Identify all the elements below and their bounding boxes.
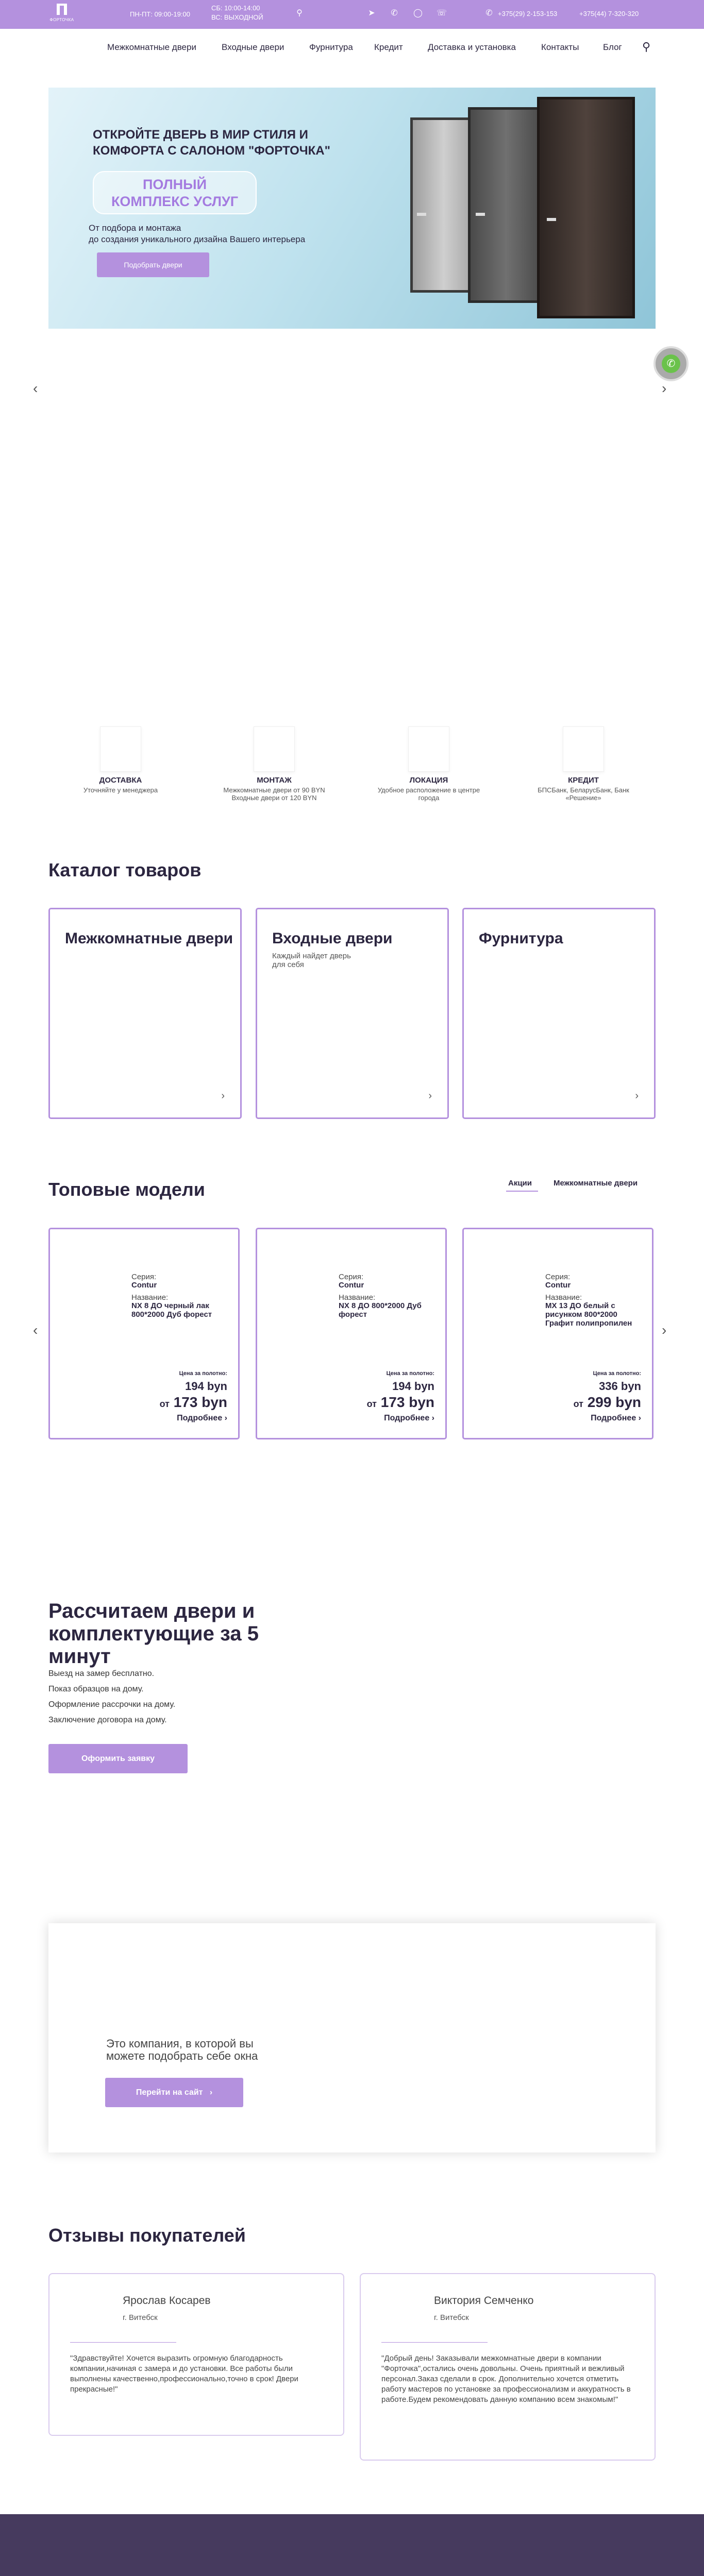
feature-title: ДОСТАВКА: [99, 776, 142, 785]
reviewer-city: г. Витебск: [434, 2313, 469, 2322]
reviewer-name: Виктория Семченко: [434, 2295, 534, 2307]
phone-icon: ✆: [485, 9, 493, 18]
whatsapp-float-icon: ✆: [662, 354, 680, 373]
top-bar: [0, 0, 704, 29]
nav-interior-doors[interactable]: Межкомнатные двери: [107, 42, 196, 52]
more-label: Подробнее: [384, 1414, 430, 1422]
chevron-right-icon: ›: [221, 1090, 225, 1101]
series-label: Серия:: [131, 1273, 157, 1281]
hero-choose-doors-button[interactable]: Подобрать двери: [97, 252, 209, 277]
hero-subtitle: [89, 223, 377, 245]
series-label: Серия:: [545, 1273, 571, 1281]
review-text: "Здравствуйте! Хочется выразить огромную благодарность компании,начиная с замера и до установки. Все работы были выполнены качественно,профессионально,точно в срок! Двери прекрасные!": [70, 2354, 298, 2394]
partner-promo-card: [48, 1923, 656, 2153]
catalog-card-title: Входные двери: [272, 930, 393, 947]
product-card[interactable]: [48, 1228, 240, 1439]
hero-badge-line2: КОМПЛЕКС УСЛУГ: [111, 194, 239, 209]
feature-text: БПСБанк, БеларусБанк, Банк «Решение»: [538, 786, 629, 802]
telegram-icon[interactable]: ➤: [368, 9, 375, 18]
review-card: [360, 2273, 656, 2461]
feature-text: Межкомнатные двери от 90 BYN Входные двери от 120 BYN: [223, 786, 325, 802]
instagram-icon[interactable]: ◯: [413, 9, 423, 18]
price-from-prefix: от: [159, 1399, 170, 1409]
chevron-right-icon: ›: [635, 1090, 639, 1101]
price-label: Цена за полотно:: [593, 1370, 641, 1377]
catalog-card-title: Фурнитура: [479, 930, 563, 947]
chevron-right-icon: ›: [209, 2088, 213, 2097]
nav-delivery[interactable]: Доставка и установка: [428, 42, 516, 52]
logo-text: ФОРТОЧКА: [49, 18, 74, 22]
price-from-prefix: от: [573, 1399, 583, 1409]
product-price-from: [574, 1394, 641, 1411]
credit-icon: [563, 726, 604, 772]
product-price-from: [367, 1394, 434, 1411]
name-label: Название:: [545, 1293, 582, 1302]
site-logo[interactable]: [48, 4, 75, 25]
feature-text: Уточняйте у менеджера: [83, 786, 158, 794]
installation-icon: [254, 726, 295, 772]
more-label: Подробнее: [177, 1414, 223, 1422]
series-value: Contur: [545, 1281, 571, 1290]
hero-next-arrow-icon[interactable]: ›: [662, 380, 667, 396]
feature-text: Удобное расположение в центре города: [377, 786, 480, 802]
phone-2[interactable]: +375(44) 7-320-320: [579, 10, 639, 18]
phone-1[interactable]: +375(29) 2-153-153: [498, 10, 558, 18]
viber-icon[interactable]: ✆: [391, 9, 398, 18]
chevron-right-icon: ›: [638, 1414, 641, 1422]
door-image-brown: [537, 97, 635, 318]
feature-title: КРЕДИТ: [568, 776, 599, 785]
go-to-site-label: Перейти на сайт: [136, 2088, 203, 2097]
review-divider: [70, 2342, 176, 2343]
tab-interior-doors[interactable]: Межкомнатные двери: [554, 1179, 638, 1188]
series-value: Contur: [339, 1281, 364, 1290]
price-label: Цена за полотно:: [386, 1370, 434, 1377]
nav-search-icon[interactable]: ⚲: [642, 40, 651, 53]
feature-installation: [223, 726, 326, 802]
more-link[interactable]: [177, 1414, 227, 1423]
calc-item: Показ образцов на дому.: [48, 1685, 144, 1693]
feature-title: МОНТАЖ: [257, 776, 292, 785]
calc-item: Заключение договора на дому.: [48, 1716, 167, 1724]
schedule-sunday: ВС: ВЫХОДНОЙ: [211, 13, 263, 21]
catalog-card-desc: Каждый найдет дверь для себя: [272, 952, 351, 969]
product-card[interactable]: [256, 1228, 447, 1439]
hero-prev-arrow-icon[interactable]: ‹: [33, 380, 38, 396]
feature-location: [377, 726, 480, 802]
more-label: Подробнее: [591, 1414, 636, 1422]
review-divider: [381, 2342, 488, 2343]
search-icon[interactable]: ⚲: [296, 9, 303, 18]
nav-contacts[interactable]: Контакты: [541, 42, 579, 52]
go-to-site-button[interactable]: [105, 2078, 243, 2107]
series-label: Серия:: [339, 1273, 364, 1281]
reviewer-name: Ярослав Косарев: [123, 2295, 211, 2307]
more-link[interactable]: [384, 1414, 434, 1423]
calc-item: Выезд на замер бесплатно.: [48, 1669, 155, 1678]
product-card[interactable]: [462, 1228, 653, 1439]
catalog-card-entrance[interactable]: [256, 908, 449, 1119]
logo-mark-icon: [57, 4, 67, 15]
nav-entrance-doors[interactable]: Входные двери: [222, 42, 284, 52]
feature-title: ЛОКАЦИЯ: [409, 776, 448, 785]
schedule-saturday: СБ: 10:00-14:00: [211, 4, 260, 12]
models-prev-arrow-icon[interactable]: ‹: [33, 1322, 38, 1338]
tab-promotions[interactable]: Акции: [508, 1179, 532, 1188]
calc-item: Оформление рассрочки на дому.: [48, 1700, 176, 1709]
price-from-value: 173 byn: [173, 1394, 227, 1410]
delivery-icon: [100, 726, 141, 772]
chevron-right-icon: ›: [224, 1414, 227, 1422]
product-name: MX 13 ДО белый с рисунком 800*2000 Графит полипропилен: [545, 1301, 632, 1328]
hero-banner: [48, 88, 656, 329]
feature-delivery: [69, 726, 172, 794]
catalog-title: Каталог товаров: [48, 859, 202, 880]
nav-credit[interactable]: Кредит: [374, 42, 403, 52]
product-price-from: [160, 1394, 227, 1411]
price-from-value: 299 byn: [587, 1394, 641, 1410]
chevron-right-icon: ›: [428, 1090, 432, 1101]
hero-subtitle-line1: От подбора и монтажа: [89, 223, 181, 233]
door-image-dark: [468, 107, 544, 303]
reviews-title: Отзывы покупателей: [48, 2225, 246, 2246]
catalog-card-interior[interactable]: [48, 908, 242, 1119]
review-text: "Добрый день! Заказывали межкомнатные двери в компании "Форточка",остались очень довольны. Очень приятный и вежливый персонал.Заказ сделали в срок. Дополнительно хочется отметить работу мастеров по установке за профессионализм и аккуратность в работе.Будем рекомендовать данную компанию всем знакомым!": [381, 2354, 631, 2404]
hero-title: ОТКРОЙТЕ ДВЕРЬ В МИР СТИЛЯ И КОМФОРТА С САЛОНОМ "ФОРТОЧКА": [93, 128, 331, 158]
whatsapp-icon[interactable]: ☏: [436, 9, 447, 18]
top-models-title: Топовые модели: [48, 1179, 205, 1200]
catalog-card-hardware[interactable]: [462, 908, 656, 1119]
calc-title: Рассчитаем двери и комплектующие за 5 минут: [48, 1600, 259, 1668]
reviewer-city: г. Витебск: [123, 2313, 158, 2322]
price-from-prefix: от: [366, 1399, 377, 1409]
nav-blog[interactable]: Блог: [603, 42, 622, 52]
location-icon: [408, 726, 449, 772]
whatsapp-float-button[interactable]: [653, 346, 689, 381]
product-name: NX 8 ДО черный лак 800*2000 Дуб форест: [131, 1301, 212, 1319]
hero-badge-line1: ПОЛНЫЙ: [142, 177, 207, 192]
series-value: Contur: [131, 1281, 157, 1290]
price-label: Цена за полотно:: [179, 1370, 227, 1377]
name-label: Название:: [339, 1293, 376, 1302]
models-next-arrow-icon[interactable]: ›: [662, 1322, 667, 1338]
product-price: 194 byn: [392, 1380, 434, 1393]
product-price: 194 byn: [185, 1380, 227, 1393]
more-link[interactable]: [591, 1414, 641, 1423]
hero-badge: [93, 171, 257, 214]
product-name: NX 8 ДО 800*2000 Дуб форест: [339, 1301, 422, 1319]
review-card: [48, 2273, 344, 2436]
tab-active-underline: [506, 1191, 538, 1192]
footer: [0, 2514, 704, 2576]
main-nav: [0, 29, 704, 66]
catalog-card-title: Межкомнатные двери: [65, 930, 233, 947]
schedule-weekdays: ПН-ПТ: 09:00-19:00: [130, 10, 190, 18]
price-from-value: 173 byn: [380, 1394, 434, 1410]
door-image-grey: [410, 117, 477, 293]
promo-text: Это компания, в которой вы можете подобрать себе окна: [106, 2037, 258, 2062]
nav-hardware[interactable]: Фурнитура: [309, 42, 353, 52]
product-price: 336 byn: [599, 1380, 641, 1393]
chevron-right-icon: ›: [431, 1414, 434, 1422]
submit-request-button[interactable]: Оформить заявку: [48, 1744, 188, 1773]
hero-subtitle-line2: до создания уникального дизайна Вашего интерьера: [89, 234, 306, 244]
feature-credit: [532, 726, 635, 802]
name-label: Название:: [131, 1293, 169, 1302]
